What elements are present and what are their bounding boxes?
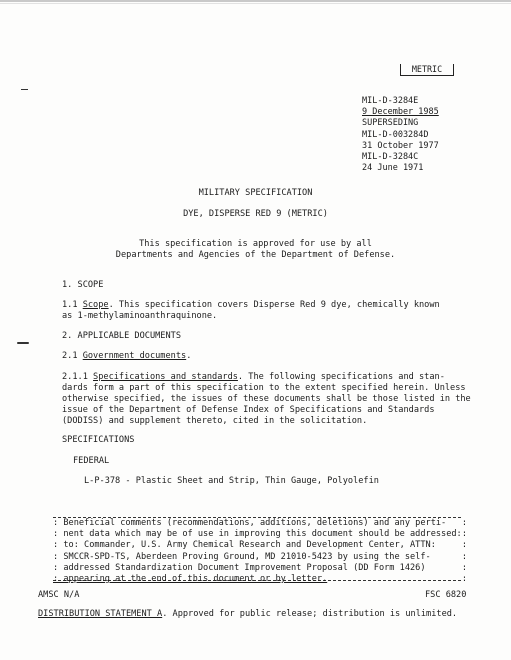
notice-line-3 (53, 540, 467, 551)
notice-colon: : (461, 518, 467, 528)
section-2-1-1-text-4: issue of the Department of Defense Index of Specifications and Standards (62, 405, 435, 415)
section-2-1-end: . (186, 351, 192, 361)
amsc-label: AMSC N/A (38, 590, 80, 600)
prior-doc-1: MIL-D-003284D (362, 129, 429, 140)
section-2-1-1-text-1: . The following specifications and stan- (237, 372, 445, 382)
notice-line-2 (53, 529, 467, 540)
section-2-1-1-title: Specifications and standards (93, 372, 238, 382)
margin-mark (17, 342, 29, 344)
section-2-heading: 2. APPLICABLE DOCUMENTS (62, 331, 181, 341)
prior-doc-1-date: 31 October 1977 (362, 140, 439, 151)
notice-line-4 (53, 551, 467, 563)
scan-edge (0, 0, 511, 2)
subject-title: DYE, DISPERSE RED 9 (METRIC) (183, 209, 328, 219)
section-2-1-number: 2.1 (62, 351, 83, 361)
comments-notice-box (53, 517, 467, 585)
notice-line-5 (53, 562, 467, 574)
distribution-statement (38, 609, 457, 620)
distribution-statement-text: . Approved for public release; distribution is unlimited. (162, 609, 458, 619)
fsc-label: FSC 6820 (425, 590, 467, 600)
specifications-label: SPECIFICATIONS (62, 435, 135, 445)
section-2-1-1-number: 2.1.1 (62, 372, 94, 382)
notice-colon: : (461, 551, 467, 562)
notice-text-5: : addressed Standardization Document Improvement Proposal (DD Form 1426) (53, 562, 426, 573)
notice-text-6: : appearing at the end of this document or by letter. (53, 574, 328, 585)
notice-colon: : (461, 540, 467, 551)
section-1-1-text-2: as 1-methylaminoanthraquinone. (62, 311, 218, 321)
approval-line-2: Departments and Agencies of the Department of Defense. (115, 250, 396, 260)
section-2-1-1-text-3: otherwise specified, the issues of these documents shall be those listed in the (62, 394, 471, 404)
notice-text-2: : nent data which may be of use in improving this document should be addressed: (53, 529, 462, 540)
section-2-1-1-text-2: dards form a part of this specification to the extent specified herein. Unless (62, 383, 466, 393)
section-1-1-text-1: . This specification covers Disperse Red 9 dye, chemically known (108, 300, 440, 310)
notice-text-3: : to: Commander, U.S. Army Chemical Research and Development Center, ATTN: (53, 540, 436, 551)
notice-text-4: : SMCCR-SPD-TS, Aberdeen Proving Ground, MD 21010-5423 by using the self- (53, 551, 431, 562)
section-2-1-title: Government documents (82, 351, 187, 361)
notice-colon: : (461, 574, 467, 585)
section-2-1-1-paragraph (62, 372, 471, 427)
superseding-label: SUPERSEDING (362, 118, 419, 129)
notice-line-1 (53, 518, 467, 529)
doc-date: 9 December 1985 (362, 107, 439, 118)
document-identifier-block (362, 96, 439, 174)
prior-doc-2-date: 24 June 1971 (362, 163, 424, 174)
notice-text-1: : Beneficial comments (recommendations, additions, deletions) and any perti- (53, 518, 447, 528)
notice-line-6 (53, 574, 467, 585)
metric-label: METRIC (411, 64, 443, 74)
section-1-heading: 1. SCOPE (62, 280, 104, 290)
metric-box (400, 64, 454, 76)
distribution-statement-label: DISTRIBUTION STATEMENT A (38, 609, 163, 619)
spec-type-title: MILITARY SPECIFICATION (198, 188, 313, 198)
federal-label: FEDERAL (73, 456, 110, 466)
section-1-1-title: Scope (82, 300, 109, 310)
scan-edge-faint (0, 3, 511, 4)
prior-doc-2: MIL-D-3284C (362, 152, 419, 163)
approval-line-1: This specification is approved for use by all (139, 239, 372, 249)
margin-mark (21, 89, 28, 90)
spec-list-item: L-P-378 - Plastic Sheet and Strip, Thin Gauge, Polyolefin (84, 476, 379, 486)
section-1-1-number: 1.1 (62, 300, 83, 310)
notice-colon: : (461, 529, 467, 540)
notice-colon: : (461, 562, 467, 573)
section-2-1-1-text-5: (DODISS) and supplement thereto, cited in the solicitation. (62, 416, 368, 426)
section-1-1-paragraph (62, 300, 462, 322)
section-2-1-line (62, 351, 191, 362)
doc-number: MIL-D-3284E (362, 96, 419, 106)
